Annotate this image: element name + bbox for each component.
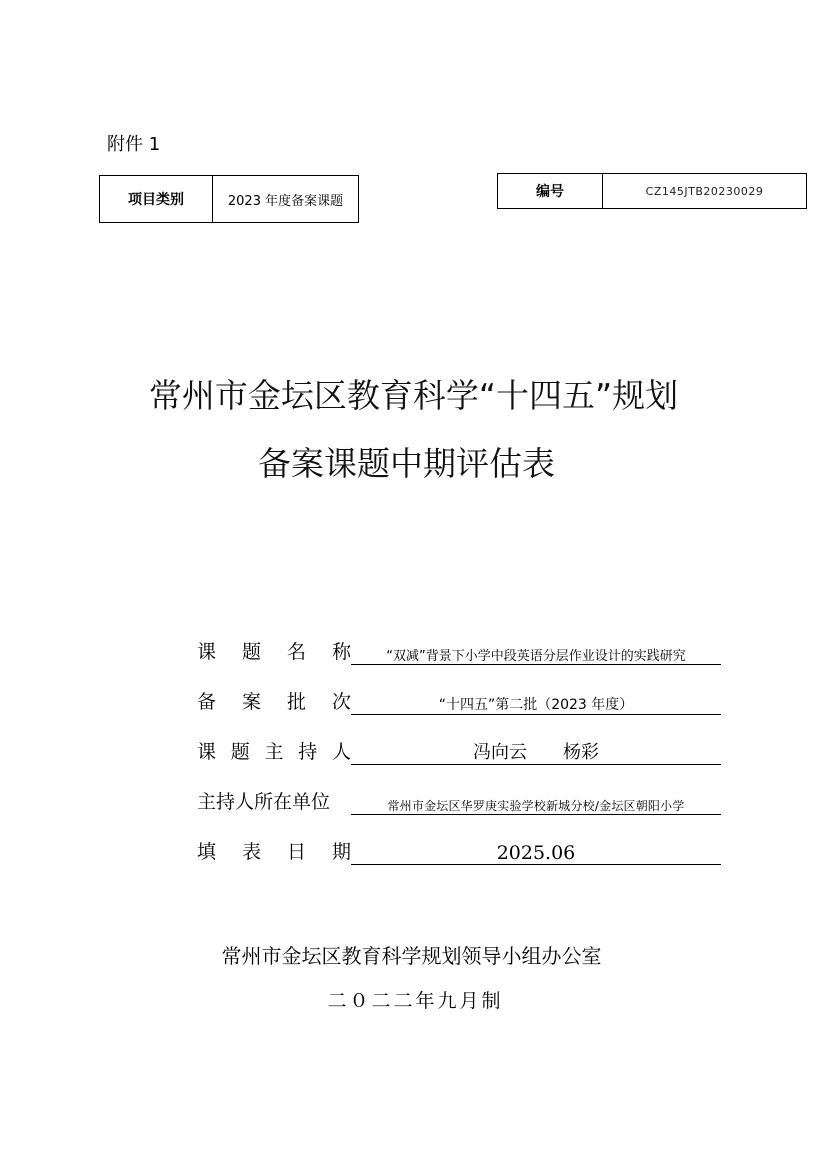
code-value: CZ145JTB20230029: [603, 174, 807, 209]
field-topic-name: [197, 637, 721, 665]
fill-date-value: 2025.06: [351, 842, 721, 865]
project-category-value: 2023 年度备案课题: [213, 176, 359, 223]
field-label: 填 表 日 期: [197, 841, 351, 863]
code-label: 编号: [498, 174, 603, 209]
field-label: 课 题 名 称: [197, 641, 351, 663]
field-host: [197, 737, 721, 765]
page-title-line2: 备案课题中期评估表: [258, 444, 555, 483]
attachment-label: 附件 1: [107, 134, 161, 155]
field-label: 备 案 批 次: [197, 691, 351, 713]
field-fill-date: [197, 837, 721, 865]
field-filing-batch: [197, 687, 721, 715]
host-unit-value: 常州市金坛区华罗庚实验学校新城分校/金坛区朝阳小学: [351, 797, 721, 815]
page-title-line1: 常州市金坛区教育科学“十四五”规划: [148, 376, 679, 415]
topic-name-value: “双减”背景下小学中段英语分层作业设计的实践研究: [351, 645, 721, 665]
issue-date: 二０二二年九月制: [327, 990, 504, 1012]
issuing-office: 常州市金坛区教育科学规划领导小组办公室: [221, 944, 602, 968]
field-label: 课 题 主 持 人: [197, 741, 351, 763]
project-category-box: [99, 175, 359, 223]
field-host-unit: [197, 787, 721, 815]
code-box: [497, 173, 807, 209]
field-label: 主持人所在单位: [197, 791, 331, 813]
project-category-label: 项目类别: [100, 176, 213, 223]
filing-batch-value: “十四五”第二批（2023 年度）: [351, 694, 721, 715]
host-value: 冯向云 杨彩: [351, 738, 721, 765]
